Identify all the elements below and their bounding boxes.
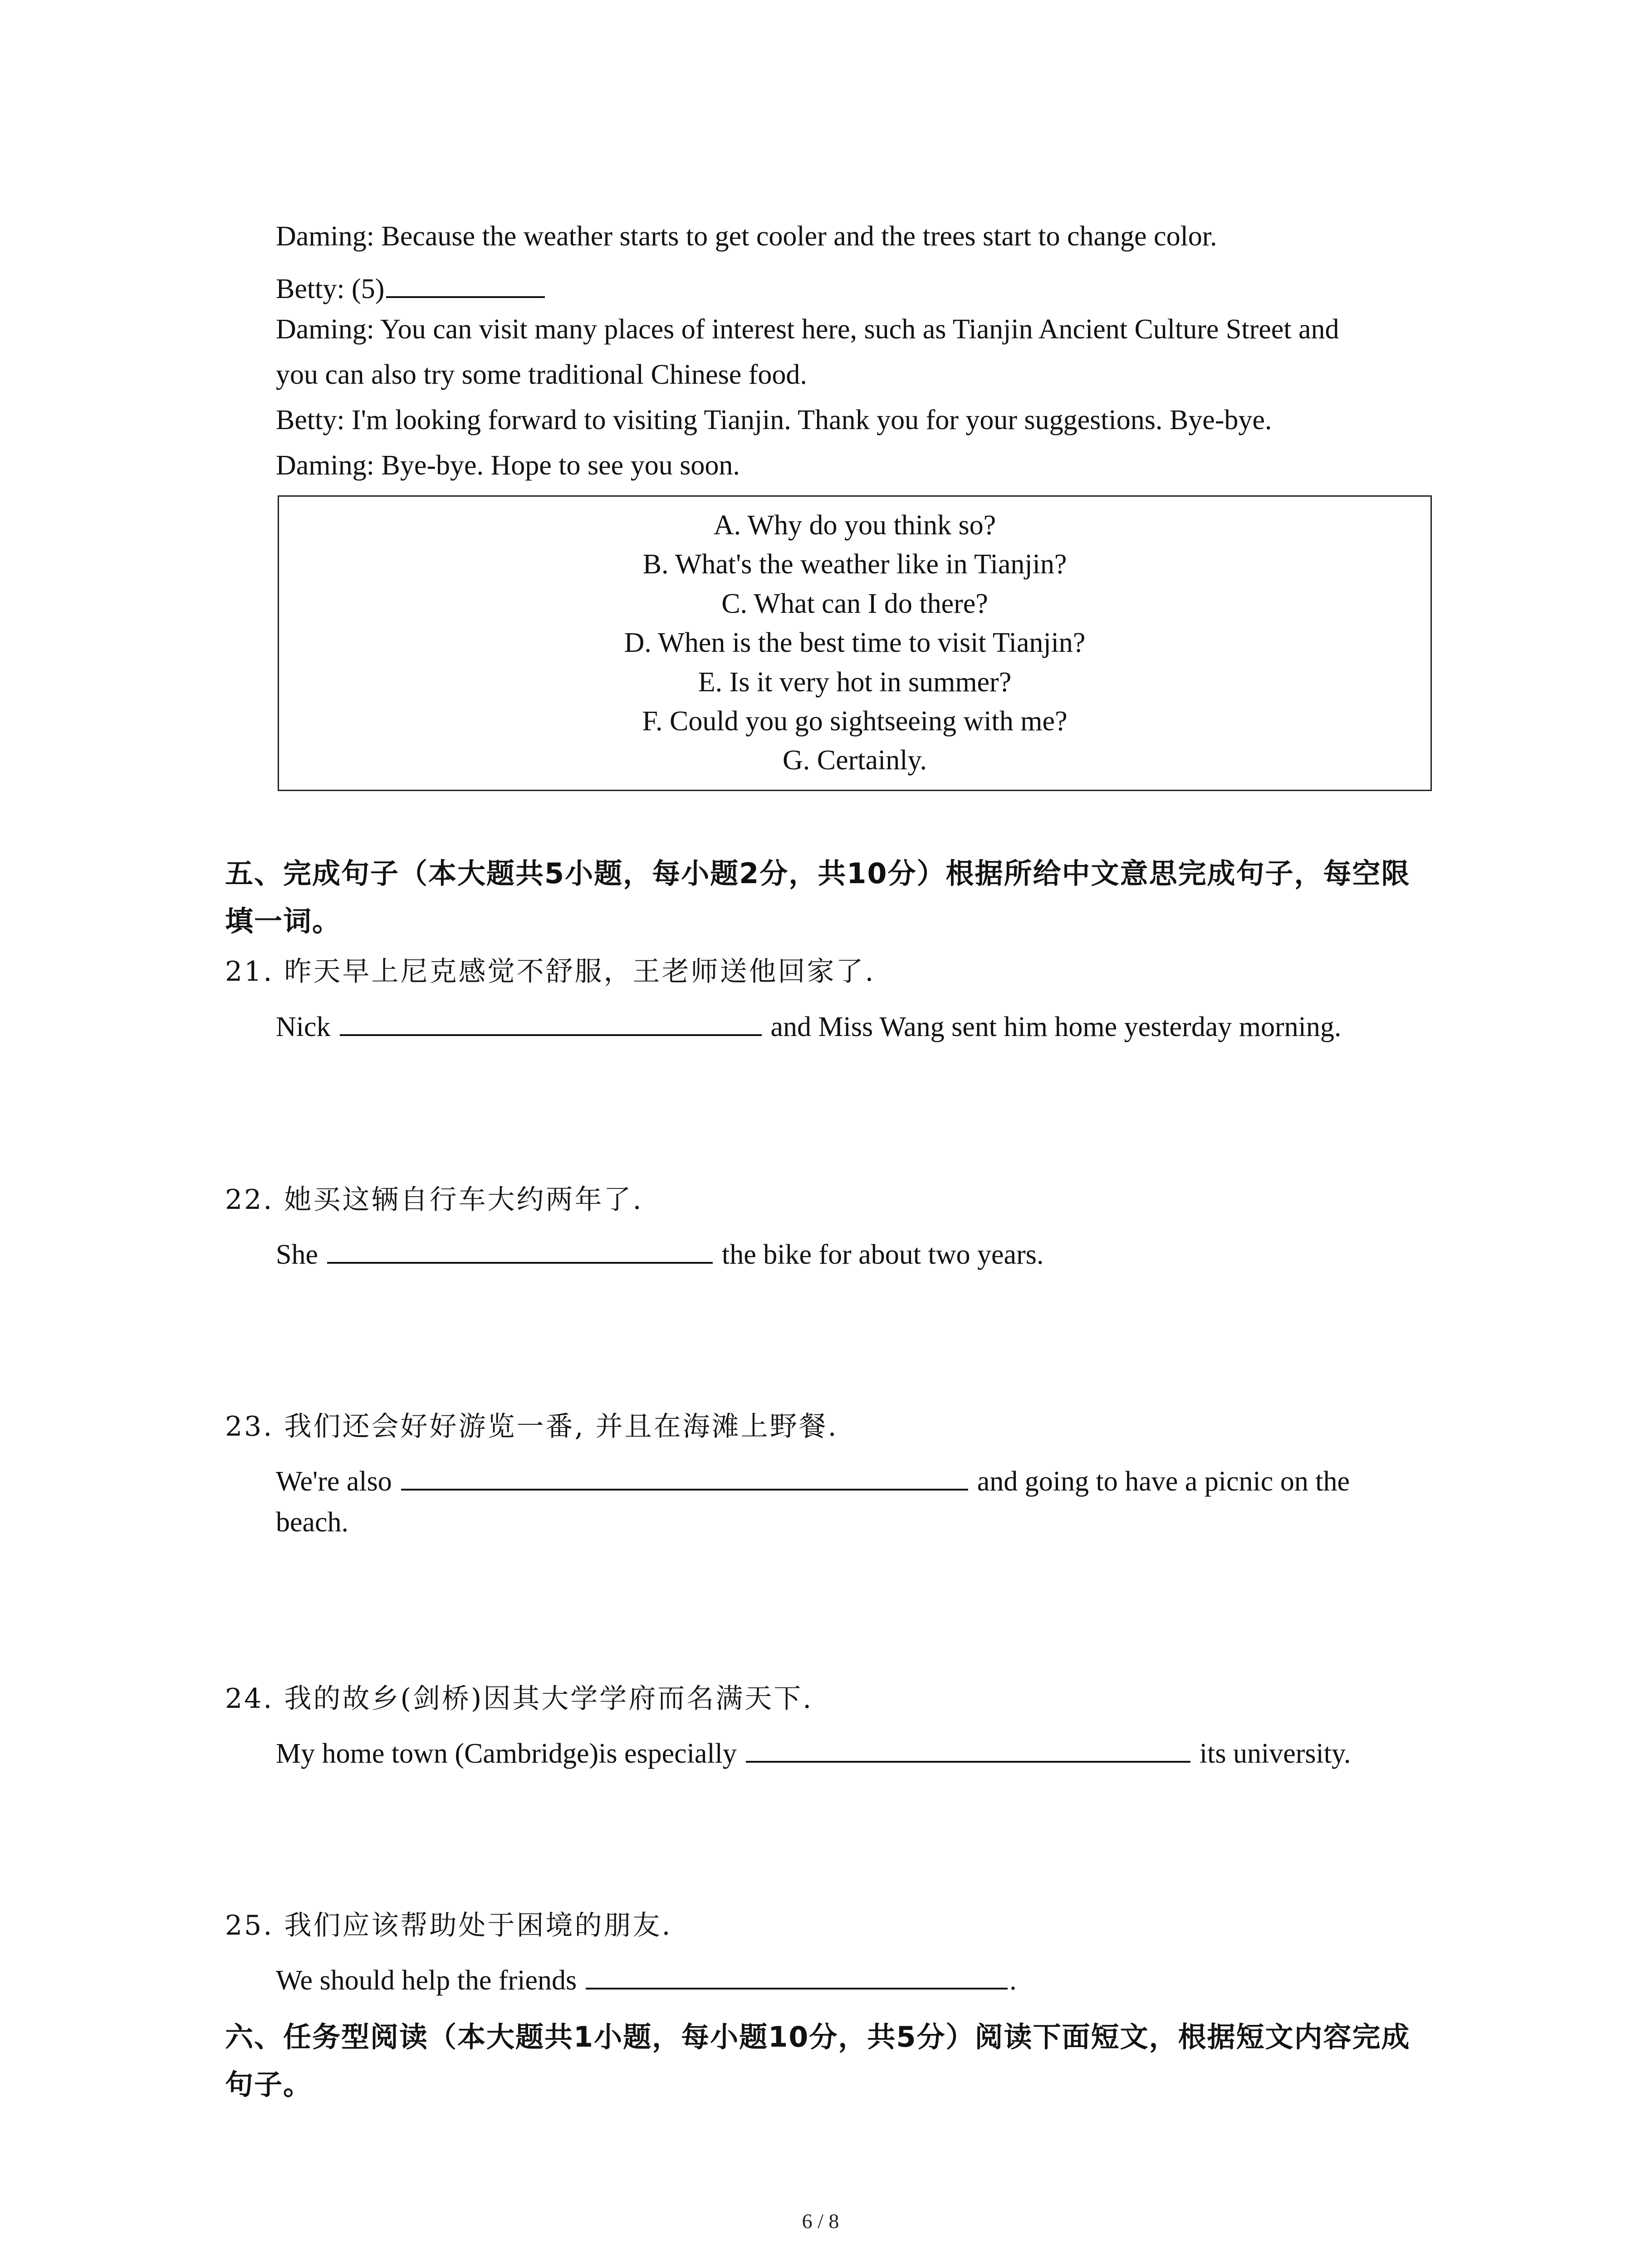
section5-heading-line1: 五、完成句子（本大题共5小题，每小题2分，共10分）根据所给中文意思完成句子，每空限 [225,857,1411,890]
question-22-suffix: the bike for about two years. [722,1239,1044,1270]
option-d: D. When is the best time to visit Tianjin? [624,627,1086,658]
dialogue-line-5: Betty: I'm looking forward to visiting Tianjin. Thank you for your suggestions. Bye-bye. [276,405,1272,435]
question-23-chinese: 23. 我们还会好好游览一番, 并且在海滩上野餐. [225,1411,838,1442]
dialogue-line-2 [276,270,545,303]
question-21-blank[interactable] [340,1008,762,1036]
question-24-english [276,1735,1351,1768]
question-24-prefix: My home town (Cambridge)is especially [276,1738,737,1769]
question-21-english [276,1008,1341,1041]
answer-blank-5[interactable] [386,270,545,298]
question-23-blank[interactable] [401,1462,968,1491]
question-23-suffix: and going to have a picnic on the [977,1466,1350,1497]
question-25-suffix: . [1009,1965,1017,1996]
page-number: 6 / 8 [802,2209,839,2233]
question-25-english [276,1961,1017,1994]
question-24-chinese: 24. 我的故乡(剑桥)因其大学学府而名满天下. [225,1683,813,1715]
question-24-blank[interactable] [746,1735,1190,1763]
section5-heading-line2: 填一词。 [225,904,342,938]
question-24-suffix: its university. [1199,1738,1351,1769]
option-b: B. What's the weather like in Tianjin? [642,549,1067,580]
question-25-blank[interactable] [586,1961,1008,1989]
option-e: E. Is it very hot in summer? [698,667,1012,698]
option-g: G. Certainly. [783,745,927,776]
question-22-blank[interactable] [327,1236,713,1264]
dialogue-line-4: you can also try some traditional Chinese food. [276,359,807,390]
question-22-chinese: 22. 她买这辆自行车大约两年了. [225,1184,643,1216]
question-23-prefix: We're also [276,1466,392,1497]
question-21-prefix: Nick [276,1012,331,1042]
question-25-chinese: 25. 我们应该帮助处于困境的朋友. [225,1910,672,1941]
section6-heading-line2: 句子。 [225,2068,313,2101]
dialogue-line-6: Daming: Bye-bye. Hope to see you soon. [276,450,740,481]
question-21-suffix: and Miss Wang sent him home yesterday morning. [770,1012,1342,1042]
question-25-prefix: We should help the friends [276,1965,577,1996]
dialogue-line-3: Daming: You can visit many places of interest here, such as Tianjin Ancient Culture Street and [276,314,1339,345]
dialogue-line-1: Daming: Because the weather starts to get cooler and the trees start to change color. [276,221,1217,252]
options-box [278,495,1432,791]
question-23-english-continued: beach. [276,1507,349,1538]
option-c: C. What can I do there? [721,588,988,619]
question-22-english [276,1236,1043,1269]
question-22-prefix: She [276,1239,318,1270]
option-f: F. Could you go sightseeing with me? [642,706,1068,737]
question-21-chinese: 21. 昨天早上尼克感觉不舒服，王老师送他回家了. [225,956,876,987]
section6-heading-line1: 六、任务型阅读（本大题共1小题，每小题10分，共5分）阅读下面短文，根据短文内容完成 [225,2020,1411,2053]
option-a: A. Why do you think so? [713,510,996,541]
dialogue-line-2-text: Betty: (5) [276,274,385,304]
question-23-english [276,1462,1350,1496]
